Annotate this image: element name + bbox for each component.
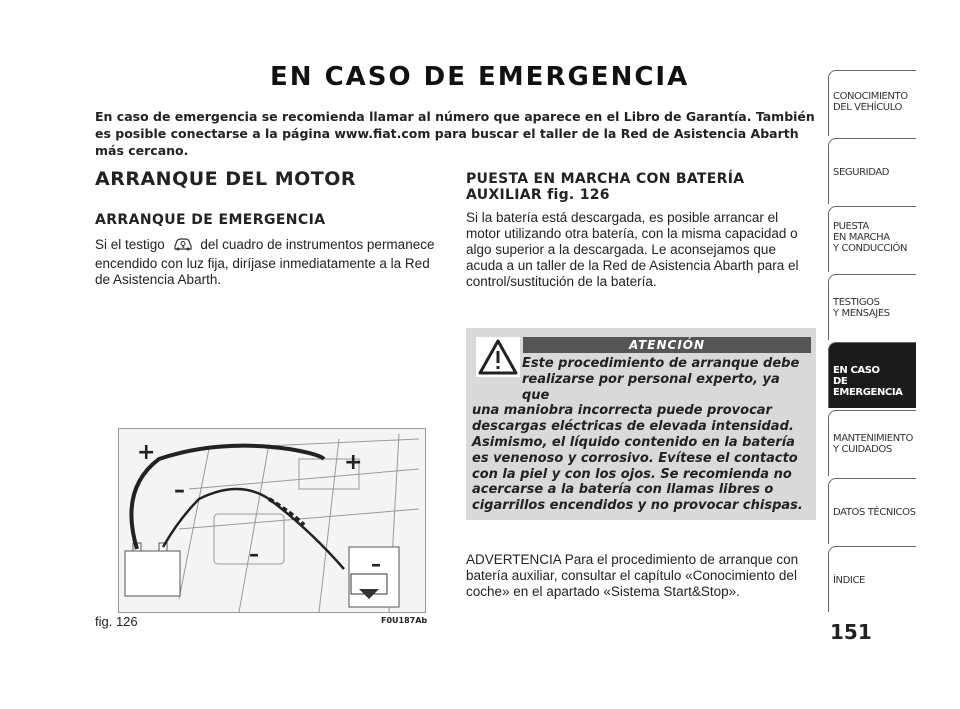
tab-conocimiento[interactable] <box>828 70 916 136</box>
emergency-start-paragraph <box>95 236 440 288</box>
tab-en-caso-de-emergencia[interactable] <box>828 342 916 408</box>
plus-label-right: + <box>344 450 363 475</box>
warning-box <box>466 328 816 520</box>
tab-seguridad[interactable] <box>828 138 916 204</box>
tab-label: EN CASO DE EMERGENCIA <box>833 365 903 398</box>
tab-label: SEGURIDAD <box>833 167 890 178</box>
minus-label-mid: – <box>249 542 259 566</box>
warning-text <box>472 356 810 514</box>
figure-code: F0U187Ab <box>381 616 428 625</box>
page-title: EN CASO DE EMERGENCIA <box>270 62 690 92</box>
plus-label-left: + <box>137 440 156 465</box>
immobilizer-car-key-icon <box>173 236 193 256</box>
intro-paragraph: En caso de emergencia se recomienda llamar al número que aparece en el Libro de Garantía. También es posible conectarse a la página www.fiat.com para buscar el taller de la Red de Asistencia Abarth más cercano. <box>95 109 815 158</box>
minus-label-ground: – <box>371 552 381 576</box>
warning-text-first: Este procedimiento de arranque debe realizarse por personal experto, ya que <box>522 356 800 403</box>
figure-caption: fig. 126 <box>95 614 138 629</box>
tab-indice[interactable] <box>828 546 916 612</box>
tab-datos-tecnicos[interactable] <box>828 478 916 544</box>
subsection-heading: ARRANQUE DE EMERGENCIA <box>95 212 326 228</box>
aux-battery-paragraph: Si la batería está descargada, es posible arrancar el motor utilizando otra batería, con la misma capacidad o algo superior a la descargada. Le aconsejamos que acuda a un taller de la Red de Asistencia Abarth para el control/sustitución de la batería. <box>466 210 799 289</box>
jump-start-figure <box>118 428 426 613</box>
page-number: 151 <box>830 620 872 644</box>
minus-label-left: – <box>174 478 185 503</box>
warning-label: ATENCIÓN <box>523 337 811 353</box>
tab-label: TESTIGOS Y MENSAJES <box>833 297 890 319</box>
tab-label: PUESTA EN MARCHA Y CONDUCCIÓN <box>833 221 908 254</box>
tab-puesta-en-marcha[interactable] <box>828 206 916 272</box>
warning-text-rest: una maniobra incorrecta puede provocar descargas eléctricas de elevada intensidad. Asimismo, el líquido contenido en la batería es venenoso y corrosivo. Evítese el contacto con la piel y con los ojos. Se recomienda no acercarse a la batería con llamas libres o cigarrillos encendidos y no provocar chispas. <box>472 403 803 514</box>
tab-testigos[interactable] <box>828 274 916 340</box>
tab-label: MANTENIMIENTO Y CUIDADOS <box>833 433 913 455</box>
tab-mantenimiento[interactable] <box>828 410 916 476</box>
paragraph-text-end: del cuadro de instrumentos permanece encendido con luz fija, diríjase inmediatamente a la Red de Asistencia Abarth. <box>95 237 435 287</box>
aux-battery-heading: PUESTA EN MARCHA CON BATERÍA AUXILIAR fig. 126 <box>466 171 745 203</box>
tab-label: CONOCIMIENTO DEL VEHÍCULO <box>833 91 908 113</box>
paragraph-text-start: Si el testigo <box>95 237 165 252</box>
tab-label: DATOS TÉCNICOS <box>833 507 916 518</box>
section-heading: ARRANQUE DEL MOTOR <box>95 168 357 190</box>
tab-label: ÍNDICE <box>833 575 865 586</box>
advertencia-paragraph: ADVERTENCIA Para el procedimiento de arranque con batería auxiliar, consultar el capítulo «Conocimiento del coche» en el apartado «Sistema Start&Stop». <box>466 552 799 599</box>
